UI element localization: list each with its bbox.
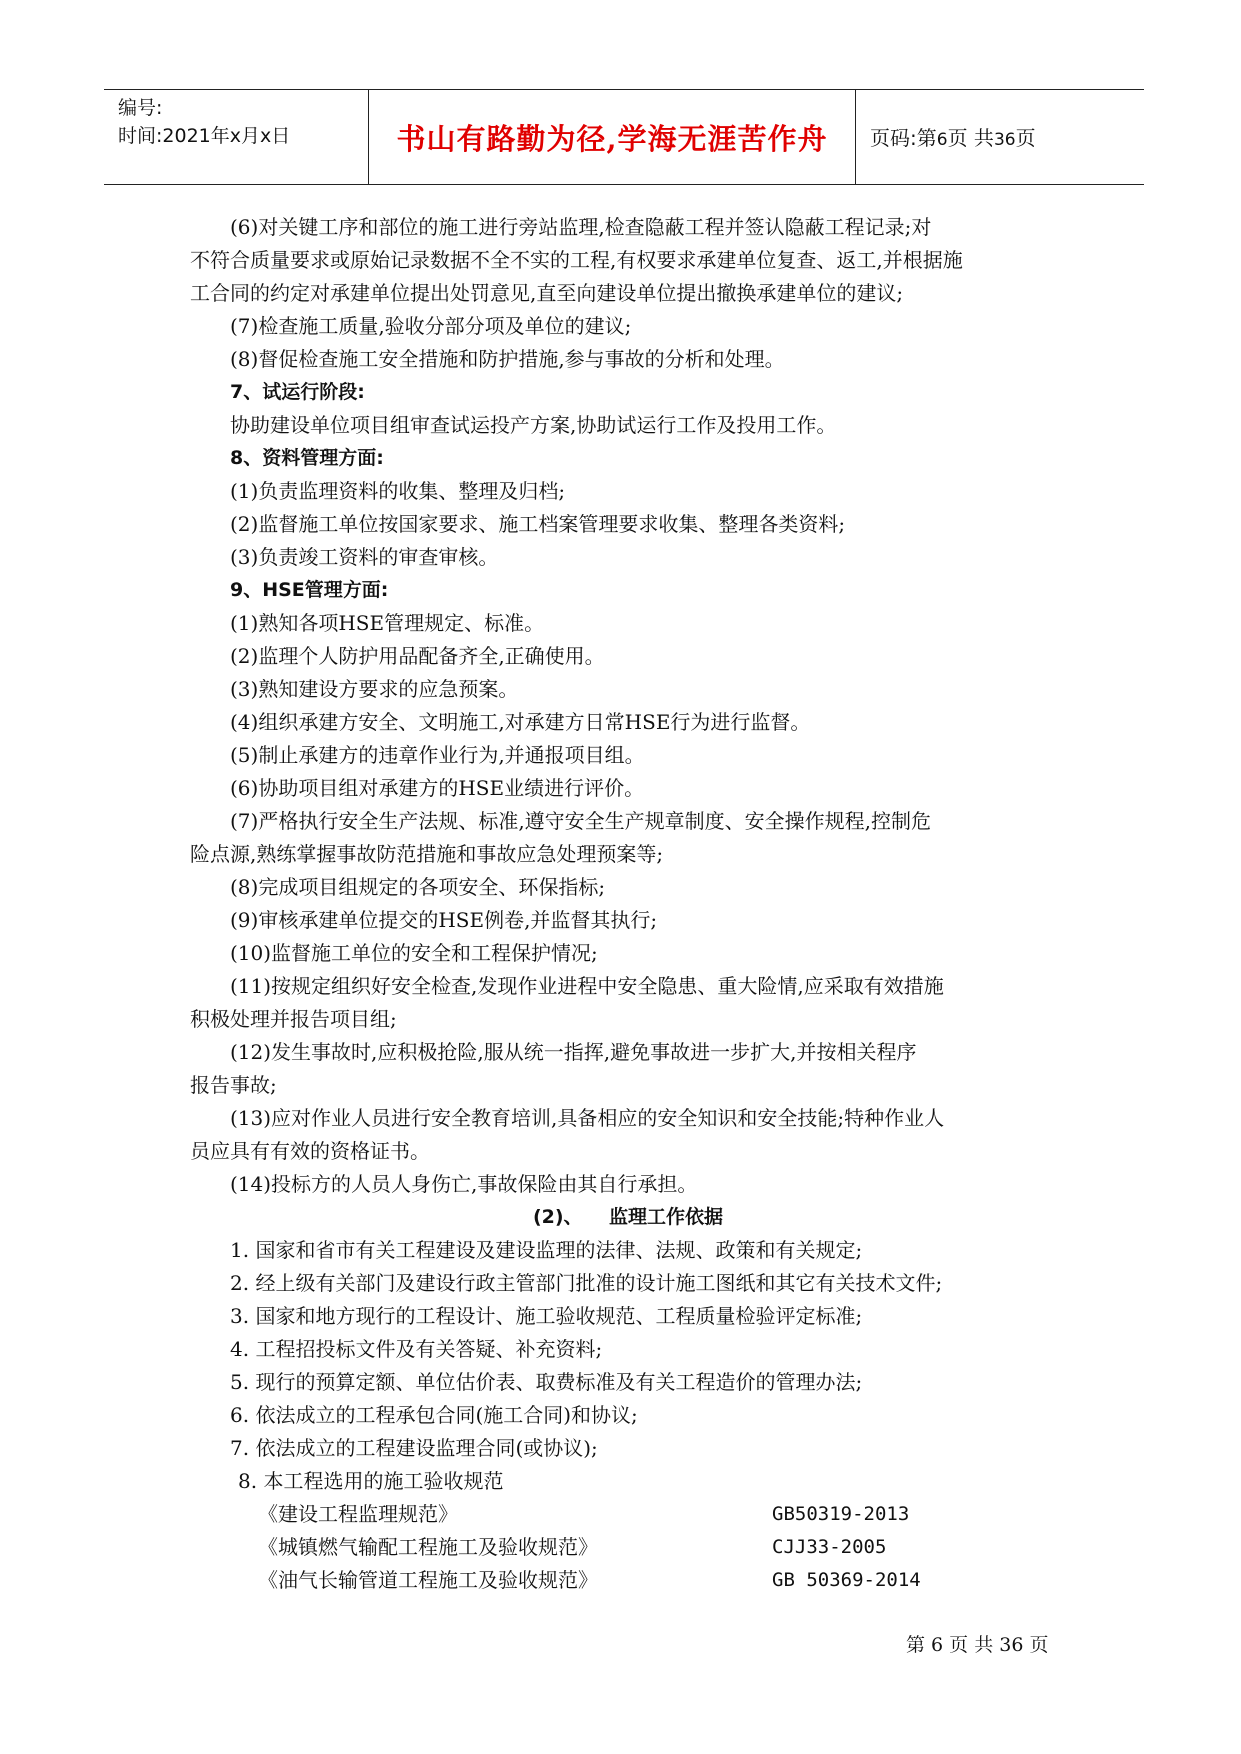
standard-name: 《城镇燃气输配工程施工及验收规范》 bbox=[258, 1535, 598, 1559]
paragraph-line: (4)组织承建方安全、文明施工,对承建方日常HSE行为进行监督。 bbox=[230, 710, 811, 734]
time-label: 时间:2021年x月x日 bbox=[118, 125, 291, 147]
page-total: 36 bbox=[993, 130, 1016, 150]
header-motto: 书山有路勤为径,学海无涯苦作舟 bbox=[368, 90, 856, 184]
header-left bbox=[118, 94, 290, 150]
paragraph-line: (5)制止承建方的违章作业行为,并通报项目组。 bbox=[230, 743, 645, 767]
page-footer: 第 6 页 共 36 页 bbox=[906, 1634, 1049, 1656]
page-header bbox=[104, 89, 1144, 185]
paragraph-line: 不符合质量要求或原始记录数据不全不实的工程,有权要求承建单位复查、返工,并根据施 bbox=[190, 248, 963, 272]
number-label: 编号: bbox=[118, 97, 163, 119]
standard-name: 《油气长输管道工程施工及验收规范》 bbox=[258, 1568, 598, 1592]
paragraph-line: 报告事故; bbox=[190, 1073, 277, 1097]
standard-name: 《建设工程监理规范》 bbox=[258, 1502, 458, 1526]
paragraph-line: (1)熟知各项HSE管理规定、标准。 bbox=[230, 611, 545, 635]
basis-item: 6. 依法成立的工程承包合同(施工合同)和协议; bbox=[230, 1403, 638, 1427]
basis-item: 7. 依法成立的工程建设监理合同(或协议); bbox=[230, 1436, 598, 1460]
header-page-info bbox=[870, 122, 1036, 151]
paragraph-line: (7)检查施工质量,验收分部分项及单位的建议; bbox=[230, 314, 632, 338]
section-heading: 8、资料管理方面: bbox=[230, 447, 384, 469]
section-heading: 9、HSE管理方面: bbox=[230, 579, 389, 601]
section-heading: 7、试运行阶段: bbox=[230, 381, 365, 403]
section-title: (2)、 监理工作依据 bbox=[532, 1206, 724, 1228]
paragraph-line: (2)监督施工单位按国家要求、施工档案管理要求收集、整理各类资料; bbox=[230, 512, 846, 536]
paragraph-line: (9)审核承建单位提交的HSE例卷,并监督其执行; bbox=[230, 908, 658, 932]
page-prefix: 页码:第 bbox=[870, 126, 937, 150]
page-suffix: 页 bbox=[1015, 126, 1036, 150]
standard-code: GB50319-2013 bbox=[772, 1503, 910, 1525]
paragraph-line: 员应具有有效的资格证书。 bbox=[190, 1139, 430, 1163]
paragraph-line: (11)按规定组织好安全检查,发现作业进程中安全隐患、重大险情,应采取有效措施 bbox=[230, 974, 944, 998]
standard-row bbox=[190, 1498, 1066, 1531]
standard-code: CJJ33-2005 bbox=[772, 1536, 887, 1558]
paragraph-line: (8)督促检查施工安全措施和防护措施,参与事故的分析和处理。 bbox=[230, 347, 785, 371]
page-mid: 页 共 bbox=[947, 126, 994, 150]
standard-row bbox=[190, 1531, 1066, 1564]
paragraph-line: (6)协助项目组对承建方的HSE业绩进行评价。 bbox=[230, 776, 645, 800]
basis-item: 1. 国家和省市有关工程建设及建设监理的法律、法规、政策和有关规定; bbox=[230, 1238, 863, 1262]
paragraph-line: (3)熟知建设方要求的应急预案。 bbox=[230, 677, 519, 701]
paragraph-line: 协助建设单位项目组审查试运投产方案,协助试运行工作及投用工作。 bbox=[230, 413, 837, 437]
basis-item: 8. 本工程选用的施工验收规范 bbox=[238, 1469, 504, 1493]
standard-code: GB 50369-2014 bbox=[772, 1569, 921, 1591]
basis-item: 4. 工程招投标文件及有关答疑、补充资料; bbox=[230, 1337, 603, 1361]
document-body bbox=[190, 211, 1066, 1597]
paragraph-line: (13)应对作业人员进行安全教育培训,具备相应的安全知识和安全技能;特种作业人 bbox=[230, 1106, 945, 1130]
paragraph-line: (8)完成项目组规定的各项安全、环保指标; bbox=[230, 875, 606, 899]
paragraph-line: (2)监理个人防护用品配备齐全,正确使用。 bbox=[230, 644, 605, 668]
paragraph-line: (12)发生事故时,应积极抢险,服从统一指挥,避免事故进一步扩大,并按相关程序 bbox=[230, 1040, 917, 1064]
paragraph-line: (7)严格执行安全生产法规、标准,遵守安全生产规章制度、安全操作规程,控制危 bbox=[230, 809, 932, 833]
basis-item: 2. 经上级有关部门及建设行政主管部门批准的设计施工图纸和其它有关技术文件; bbox=[230, 1271, 943, 1295]
basis-item: 3. 国家和地方现行的工程设计、施工验收规范、工程质量检验评定标准; bbox=[230, 1304, 863, 1328]
paragraph-line: (14)投标方的人员人身伤亡,事故保险由其自行承担。 bbox=[230, 1172, 698, 1196]
paragraph-line: (10)监督施工单位的安全和工程保护情况; bbox=[230, 941, 598, 965]
paragraph-line: 险点源,熟练掌握事故防范措施和事故应急处理预案等; bbox=[190, 842, 664, 866]
paragraph-line: (3)负责竣工资料的审查审核。 bbox=[230, 545, 499, 569]
paragraph-line: 积极处理并报告项目组; bbox=[190, 1007, 397, 1031]
paragraph-line: (1)负责监理资料的收集、整理及归档; bbox=[230, 479, 566, 503]
page-number: 6 bbox=[936, 130, 948, 150]
standard-row bbox=[190, 1564, 1066, 1597]
paragraph-line: 工合同的约定对承建单位提出处罚意见,直至向建设单位提出撤换承建单位的建议; bbox=[190, 281, 904, 305]
paragraph-line: (6)对关键工序和部位的施工进行旁站监理,检查隐蔽工程并签认隐蔽工程记录;对 bbox=[230, 215, 932, 239]
basis-item: 5. 现行的预算定额、单位估价表、取费标准及有关工程造价的管理办法; bbox=[230, 1370, 863, 1394]
